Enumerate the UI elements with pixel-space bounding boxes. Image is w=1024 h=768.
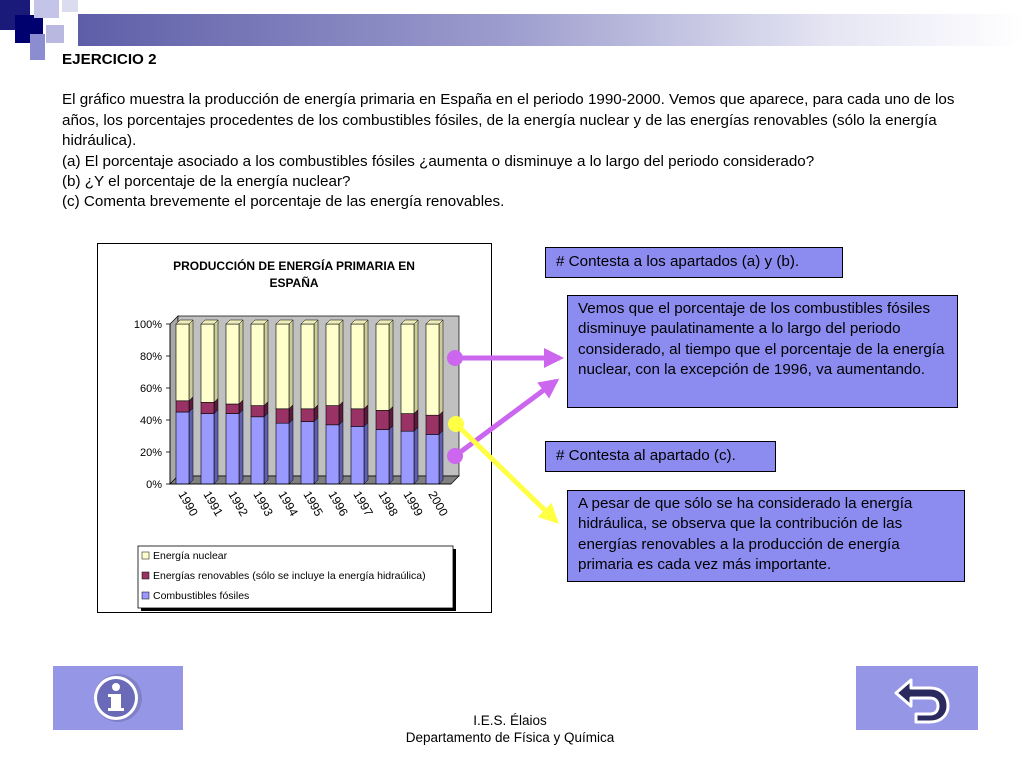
y-tick-label: 0% (146, 479, 162, 491)
legend-label: Combustibles fósiles (153, 590, 250, 602)
legend-label: Energías renovables (sólo se incluye la energía hidraúlica) (153, 570, 426, 582)
prompt-ab-text: # Contesta a los apartados (a) y (b). (556, 253, 800, 270)
question-a: (a) El porcentaje asociado a los combustibles fósiles ¿aumenta o disminuye a lo largo del periodo considerado? (62, 152, 815, 170)
arrow-origin-dot (448, 416, 464, 432)
answer-ab-text: Vemos que el porcentaje de los combustibles fósiles disminuye paulatinamente a lo largo del periodo considerado, al tiempo que el porcentaje de la energía nuclear, con la excepción de 1996, va aumentando. (578, 300, 945, 379)
question-c: (c) Comenta brevemente el porcentaje de las energía renovables. (62, 193, 505, 211)
x-tick-label: 1997 (350, 488, 376, 519)
return-button[interactable] (856, 666, 978, 730)
y-tick-label: 60% (139, 383, 162, 395)
answer-c-text: A pesar de que sólo se ha considerado la energía hidráulica, se observa que la contribución de las energías renovables a la producción de energía primaria es cada vez más importante. (578, 495, 913, 574)
chart-title-line1: PRODUCCIÓN DE ENERGÍA PRIMARIA EN (173, 259, 415, 273)
x-tick-label: 1998 (375, 488, 401, 519)
y-tick-label: 100% (133, 319, 162, 331)
x-tick-label: 1990 (175, 488, 201, 519)
exercise-intro: El gráfico muestra la producción de energía primaria en España en el periodo 1990-2000. Vemos que aparece, para cada uno de los años, los porcentajes procedentes de los combustibles fósiles, de la energía nuclear y de las energías renovables (sólo la energía hidráulica). (62, 91, 955, 150)
x-tick-label: 2000 (425, 488, 451, 519)
y-tick-label: 40% (139, 415, 162, 427)
info-icon (53, 666, 183, 730)
x-tick-label: 1994 (275, 488, 301, 519)
footer (380, 712, 640, 746)
arrow-renewable-to-answer (456, 424, 556, 521)
footer-department: Departamento de Física y Química (405, 730, 615, 745)
y-tick-label: 80% (139, 351, 162, 363)
x-tick-label: 1992 (225, 488, 251, 519)
info-button[interactable] (53, 666, 183, 730)
footer-school: I.E.S. Élaios (473, 713, 547, 728)
y-tick-label: 20% (139, 447, 162, 459)
x-tick-label: 1991 (200, 488, 226, 519)
exercise-title: EJERCICIO 2 (62, 51, 157, 68)
return-arrow-icon (856, 666, 978, 730)
x-tick-label: 1999 (400, 488, 426, 519)
question-b: (b) ¿Y el porcentaje de la energía nuclear? (62, 173, 351, 191)
x-tick-label: 1995 (300, 488, 326, 519)
x-tick-label: 1993 (250, 488, 276, 519)
arrow-fossil-to-answer (455, 381, 556, 456)
legend-label: Energía nuclear (153, 550, 228, 562)
arrow-origin-dot (447, 350, 463, 366)
x-tick-label: 1996 (325, 488, 351, 519)
prompt-c-text: # Contesta al apartado (c). (556, 447, 736, 464)
chart-title-line2: ESPAÑA (269, 276, 319, 290)
arrow-origin-dot (447, 448, 463, 464)
